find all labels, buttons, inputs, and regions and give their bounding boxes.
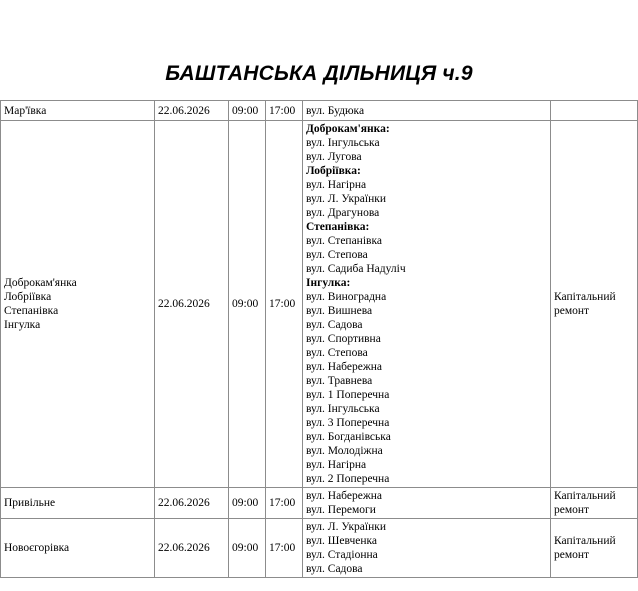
work-type-cell (551, 101, 638, 121)
date-cell: 22.06.2026 (155, 519, 229, 578)
settlement-cell (1, 488, 155, 519)
street-name: вул. Л. Українки (306, 521, 386, 533)
street-name: вул. Вишнева (306, 305, 373, 317)
streets-cell (303, 519, 551, 578)
settlement-name: Лобріївка (4, 291, 52, 303)
work-type-cell: Капітальний ремонт (551, 121, 638, 488)
outage-schedule-table (0, 100, 638, 578)
street-name: вул. Інгульська (306, 137, 380, 149)
work-type-cell: Капітальний ремонт (551, 519, 638, 578)
street-name: вул. Будюка (306, 104, 365, 117)
streets-cell (303, 101, 551, 121)
street-name: вул. 1 Поперечна (306, 389, 390, 401)
street-name: вул. Л. Українки (306, 193, 386, 205)
street-name: вул. Інгульська (306, 403, 380, 415)
street-name: вул. Спортивна (306, 333, 381, 345)
street-name: вул. Лугова (306, 151, 362, 163)
end-time-cell: 17:00 (266, 519, 303, 578)
settlement-cell (1, 101, 155, 121)
start-time-cell: 09:00 (229, 121, 266, 488)
street-name: вул. Перемоги (306, 504, 376, 516)
settlement-cell (1, 121, 155, 488)
street-name: вул. 2 Поперечна (306, 473, 390, 485)
start-time-cell: 09:00 (229, 488, 266, 519)
street-name: вул. Шевченка (306, 535, 378, 547)
street-name: вул. Виноградна (306, 291, 387, 303)
street-name: вул. Драгунова (306, 207, 380, 219)
settlement-name: Привільне (4, 497, 56, 509)
end-time-cell: 17:00 (266, 101, 303, 121)
work-type-cell: Капітальний ремонт (551, 488, 638, 519)
table-row (1, 101, 638, 121)
street-name: вул. Травнева (306, 375, 373, 387)
street-name: вул. 3 Поперечна (306, 417, 390, 429)
street-name: вул. Нагірна (306, 459, 367, 471)
settlement-name: Інгулка (4, 319, 41, 331)
start-time-cell: 09:00 (229, 101, 266, 121)
street-name: вул. Набережна (306, 490, 383, 502)
table-row (1, 121, 638, 488)
village-heading: Інгулка: (306, 277, 351, 289)
village-heading: Степанівка: (306, 221, 370, 233)
street-name: вул. Степова (306, 249, 368, 261)
end-time-cell: 17:00 (266, 121, 303, 488)
date-cell: 22.06.2026 (155, 101, 229, 121)
street-name: вул. Степанівка (306, 235, 382, 247)
street-name: вул. Набережна (306, 361, 383, 373)
street-name: вул. Степова (306, 347, 368, 359)
table-row (1, 488, 638, 519)
streets-cell (303, 121, 551, 488)
settlement-name: Новоєгорівка (4, 542, 70, 554)
start-time-cell: 09:00 (229, 519, 266, 578)
street-name: вул. Нагірна (306, 179, 367, 191)
settlement-cell (1, 519, 155, 578)
village-heading: Доброкам'янка: (306, 123, 390, 135)
street-name: вул. Садиба Надуліч (306, 263, 406, 275)
street-name: вул. Садова (306, 563, 363, 575)
street-name: вул. Богданівська (306, 431, 391, 443)
table-row (1, 519, 638, 578)
end-time-cell: 17:00 (266, 488, 303, 519)
street-name: вул. Садова (306, 319, 363, 331)
settlement-name: Степанівка (4, 305, 59, 317)
page-title: БАШТАНСЬКА ДІЛЬНИЦЯ ч.9 (165, 62, 473, 85)
streets-cell (303, 488, 551, 519)
settlement-name: Мар'ївка (4, 104, 47, 117)
street-name: вул. Стадіонна (306, 549, 378, 561)
village-heading: Лобріївка: (306, 165, 361, 177)
street-name: вул. Молодіжна (306, 445, 383, 457)
date-cell: 22.06.2026 (155, 488, 229, 519)
settlement-name: Доброкам'янка (4, 277, 77, 289)
date-cell: 22.06.2026 (155, 121, 229, 488)
